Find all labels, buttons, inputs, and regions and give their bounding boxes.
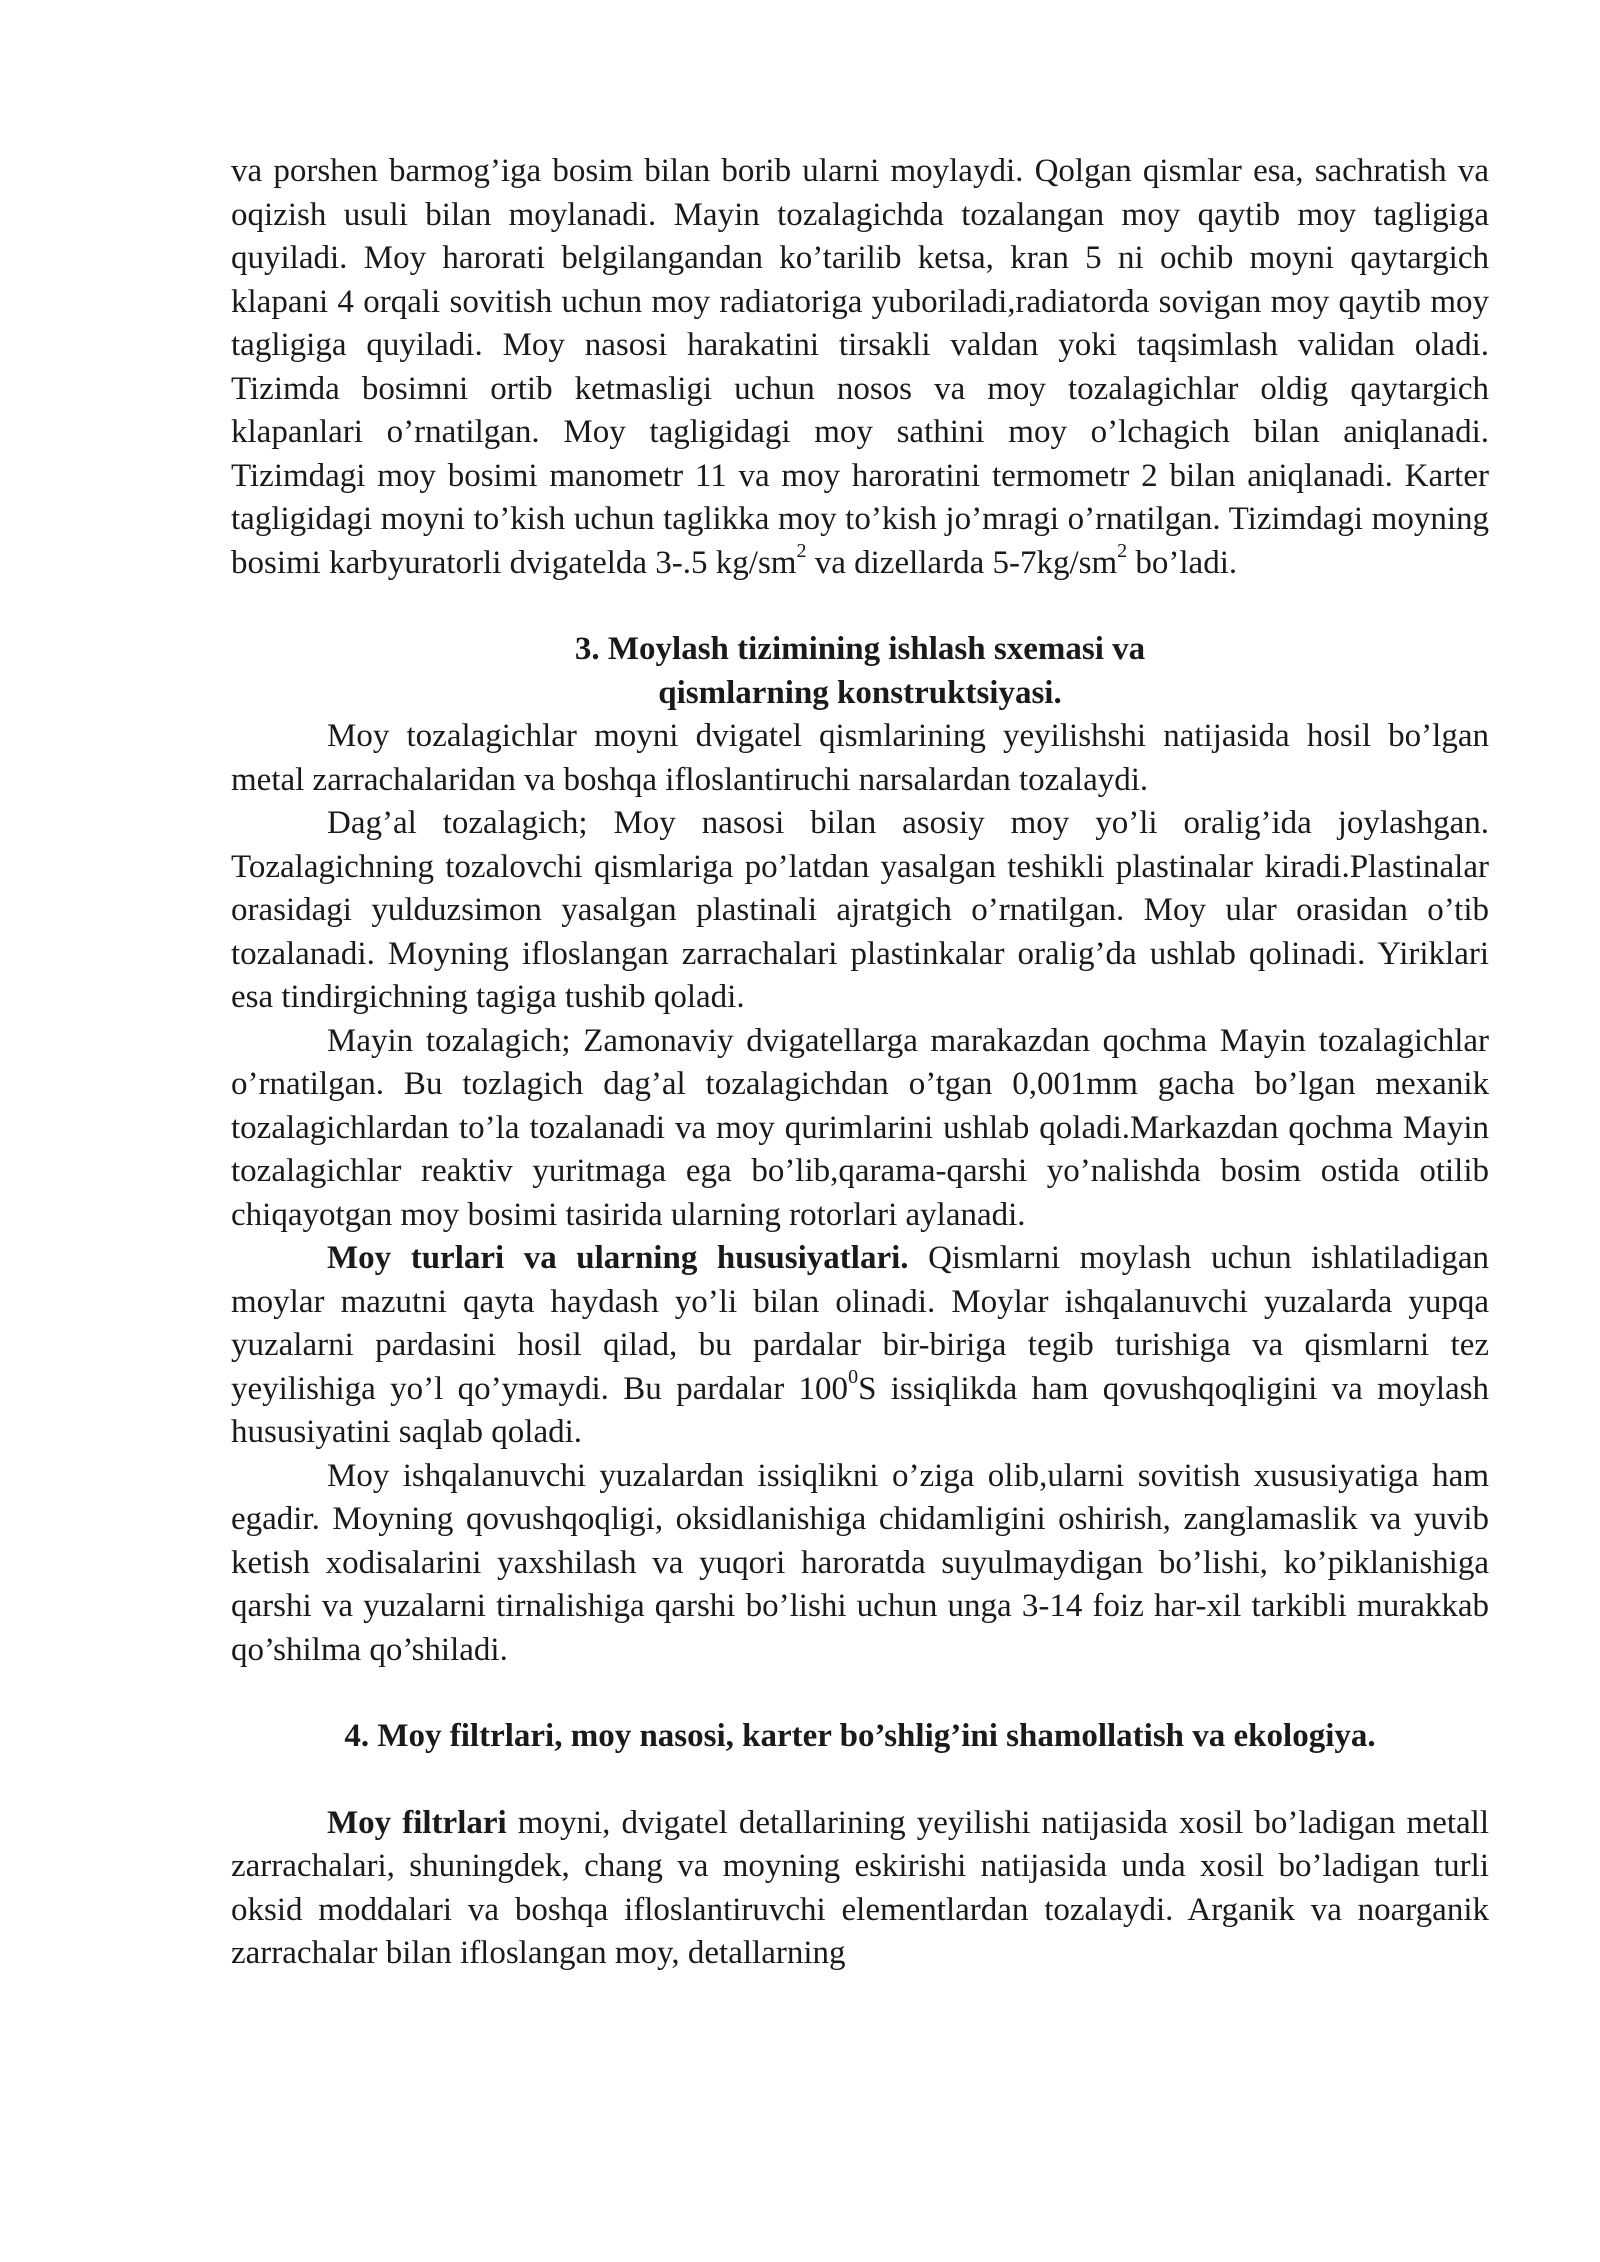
- paragraph-oil-types: [231, 1237, 1489, 1455]
- paragraph-text: va porshen barmog’iga bosim bilan borib ularni moylaydi. Qolgan qismlar esa, sachratish va oqizish usuli bilan moylanadi. Mayin tozalagichda tozalangan moy qaytib moy tagligiga quyiladi. Moy harorati belgilangandan ko’tarilib ketsa, kran 5 ni ochib moyni qaytargich klapani 4 orqali sovitish uchun moy radiatoriga yuboriladi,radiatorda sovigan moy qaytib moy tagligiga quyiladi. Moy nasosi harakatini tirsakli valdan yoki taqsimlash validan oladi. Tizimda bosimni ortib ketmasligi uchun nosos va moy tozalagichlar oldig qaytargich klapanlari o’rnatilgan. Moy tagligidagi moy sathini moy o’lchagich bilan aniqlanadi. Tizimdagi moy bosimi manometr 11 va moy haroratini termometr 2 bilan aniqlanadi. Karter tagligidagi moyni to’kish uchun taglikka moy to’kish jo’mragi o’rnatilgan. Tizimdagi moyning bosimi karbyuratorli dvigatelda 3-.5 kg/sm: [231, 153, 1489, 581]
- paragraph-text: moyni, dvigatel detallarining yeyilishi natijasida xosil bo’ladigan metall zarrachalari, shuningdek, chang va moyning eskirishi natijasida unda xosil bo’ladigan turli oksid moddalari va boshqa ifloslantiruvchi elementlardan tozalaydi. Arganik va noarganik zarrachalar bilan ifloslangan moy, detallarning: [231, 1804, 1490, 1971]
- superscript: 2: [1117, 539, 1128, 562]
- section-heading-3: [231, 628, 1489, 715]
- section-heading-4: 4. Moy filtrlari, moy nasosi, karter bo’shlig’ini shamollatish va ekologiya.: [344, 1718, 1376, 1754]
- paragraph-oil-filters: Moy tozalagichlar moyni dvigatel qismlarining yeyilishshi natijasida hosil bo’lgan metal zarrachalaridan va boshqa ifloslantiruchi narsalardan tozalaydi.: [231, 718, 1489, 798]
- paragraph-text: Qismlarni moylash uchun ishlatiladigan moylar mazutni qayta haydash yo’li bilan olinadi. Moylar ishqalanuvchi yuzalarda yupqa yuzalarni pardasini hosil qilad, bu pardalar bir-biriga tegib turishiga va qismlarni tez yeyilishiga yo’l qo’ymaydi. Bu pardalar 100: [231, 1240, 1489, 1407]
- paragraph-coarse-filter: Dag’al tozalagich; Moy nasosi bilan asosiy moy yo’li oralig’ida joylashgan. Tozalagichning tozalovchi qismlariga po’latdan yasalgan teshikli plastinalar kiradi.Plastinalar orasidagi yulduzsimon yasalgan plastinali ajratgich o’rnatilgan. Moy ular orasidan o’tib tozalanadi. Moyning ifloslangan zarrachalari plastinkalar oralig’da ushlab qolinadi. Yiriklari esa tindirgichning tagiga tushib qoladi.: [231, 805, 1489, 1015]
- heading-line: 3. Moylash tizimining ishlash sxemasi va: [574, 631, 1146, 667]
- paragraph-text: bo’ladi.: [1127, 544, 1238, 581]
- heading-line: qismlarning konstruktsiyasi.: [658, 674, 1062, 711]
- paragraph-fine-filter: Mayin tozalagich; Zamonaviy dvigatellarga marakazdan qochma Mayin tozalagichlar o’rnatilgan. Bu tozlagich dag’al tozalagichdan o’tgan 0,001mm gacha bo’lgan mexanik tozalagichlardan to’la tozalanadi va moy qurimlarini ushlab qoladi.Markazdan qochma Mayin tozalagichlar reaktiv yuritmaga ega bo’lib,qarama-qarshi yo’nalishda bosim ostida otilib chiqayotgan moy bosimi tasirida ularning rotorlari aylanadi.: [231, 1022, 1489, 1233]
- paragraph-oil-cooling: Moy ishqalanuvchi yuzalardan issiqlikni o’ziga olib,ularni sovitish xususiyatiga ham egadir. Moyning qovushqoqligi, oksidlanishiga chidamligini oshirish, zanglamaslik va yuvib ketish xodisalarini yaxshilash va yuqori haroratda suyulmaydigan bo’lishi, ko’piklanishiga qarshi va yuzalarni tirnalishiga qarshi bo’lishi uchun unga 3-14 foiz har-xil tarkibli murakkab qo’shilma qo’shiladi.: [231, 1457, 1489, 1668]
- document-page: [231, 150, 1489, 1976]
- paragraph-oil-filters-detail: [231, 1802, 1489, 1976]
- paragraph-text: S issiqlikda ham qovushqoqligini va moylash hususiyatini saqlab qoladi.: [231, 1370, 1489, 1450]
- bold-lead: Moy filtrlari: [327, 1804, 507, 1841]
- paragraph-text: va dizellarda 5-7kg/sm: [806, 544, 1118, 581]
- superscript: 0: [848, 1365, 859, 1388]
- superscript: 2: [796, 539, 807, 562]
- paragraph-lubrication-flow: [231, 150, 1489, 585]
- bold-lead: Moy turlari va ularning hususiyatlari.: [327, 1240, 909, 1276]
